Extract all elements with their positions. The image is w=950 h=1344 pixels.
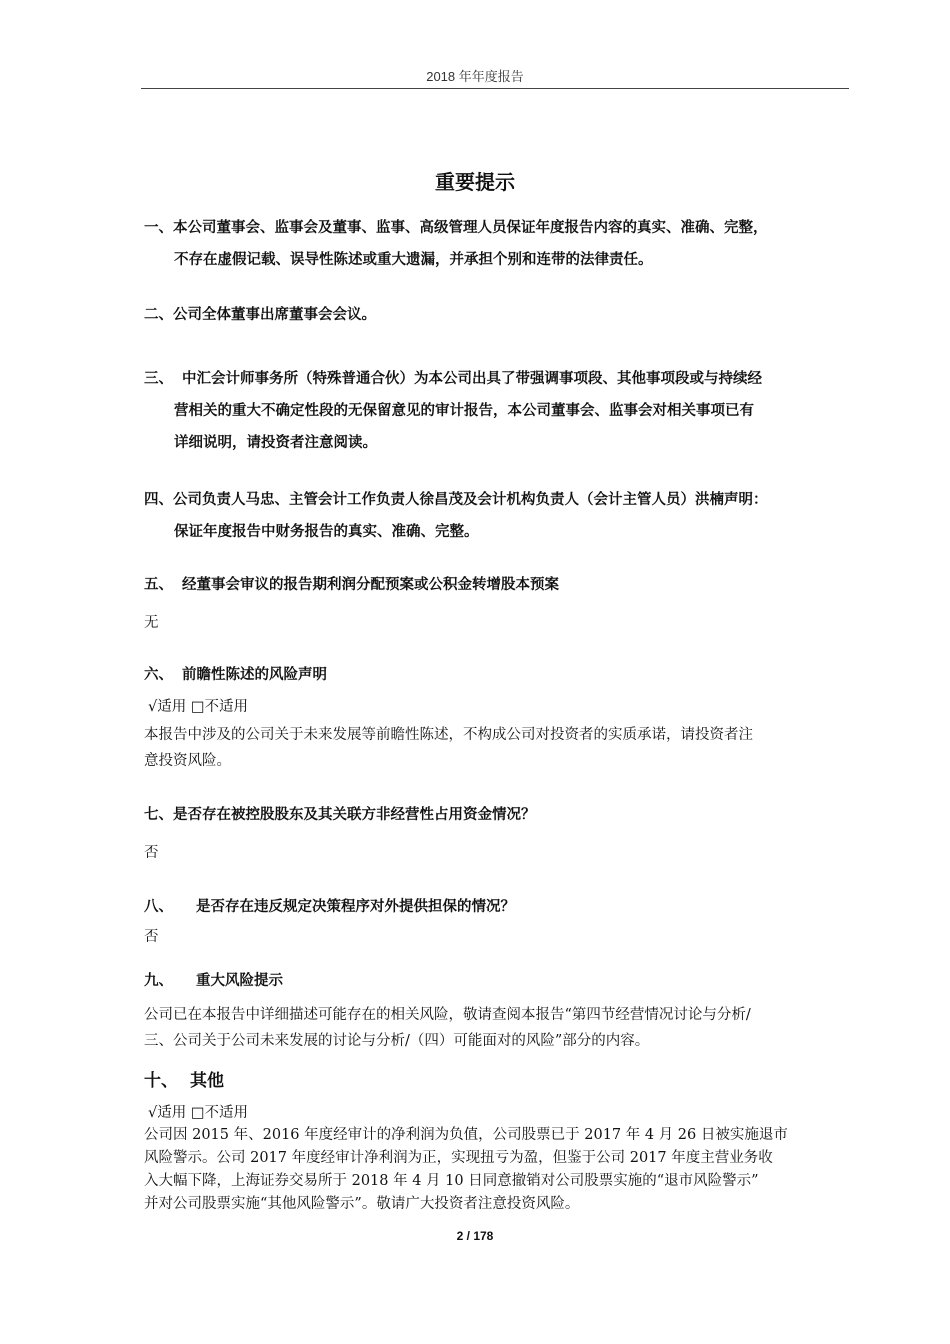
item-eight (144, 894, 854, 950)
item-nine-heading: 九、 重大风险提示 (144, 968, 854, 994)
item-six-number: 六、 (144, 667, 173, 683)
item-five-heading: 五、 经董事会审议的报告期利润分配预案或公积金转增股本预案 (144, 572, 854, 598)
item-eight-heading: 八、 是否存在违反规定决策程序对外提供担保的情况？ (144, 894, 854, 920)
document-title: 重要提示 (435, 170, 515, 194)
item-five-answer: 无 (144, 615, 159, 631)
item-two-number: 二、 (144, 307, 173, 323)
item-two (144, 299, 854, 331)
item-six-applicability-selector: √适用 □不适用 (148, 699, 249, 715)
header-rule (141, 88, 849, 89)
item-three (144, 363, 854, 459)
item-nine-body-line-1: 公司已在本报告中详细描述可能存在的相关风险，敬请查阅本报告“第四节经营情况讨论与分析/ (144, 1007, 751, 1023)
item-four-line-2: 保证年度报告中财务报告的真实、准确、完整。 (174, 524, 479, 540)
item-ten-body-line-3: 入大幅下降，上海证券交易所于 2018 年 4 月 10 日同意撤销对公司股票实施的“退市风险警示” (144, 1173, 759, 1189)
item-ten (144, 1067, 854, 1216)
item-seven-answer: 否 (144, 845, 159, 861)
item-six-body-line-1: 本报告中涉及的公司关于未来发展等前瞻性陈述，不构成公司对投资者的实质承诺，请投资者注 (144, 727, 753, 743)
item-six-body-line-2: 意投资风险。 (144, 753, 231, 769)
item-six-heading: 六、 前瞻性陈述的风险声明 (144, 662, 854, 688)
item-four (144, 484, 854, 548)
item-three-line-3: 详细说明，请投资者注意阅读。 (174, 435, 377, 451)
item-nine (144, 968, 854, 1054)
item-three-number: 三、 (144, 371, 173, 387)
item-six (144, 662, 854, 774)
item-nine-number: 九、 (144, 973, 173, 989)
item-three-line-1: 三、 中汇会计师事务所（特殊普通合伙）为本公司出具了带强调事项段、其他事项段或与持续经 (144, 363, 854, 395)
item-one-line-2: 不存在虚假记载、误导性陈述或重大遗漏，并承担个别和连带的法律责任。 (174, 252, 653, 268)
page-header-title: 2018 年年度报告 (426, 69, 524, 84)
item-ten-body-line-4: 并对公司股票实施“其他风险警示”。敬请广大投资者注意投资风险。 (144, 1196, 580, 1212)
item-one-number: 一、 (144, 220, 173, 236)
item-five (144, 572, 854, 636)
item-five-number: 五、 (144, 577, 173, 593)
item-four-line-1: 四、公司负责人马忠、主管会计工作负责人徐昌茂及会计机构负责人（会计主管人员）洪楠声明： (144, 484, 854, 516)
item-nine-body-line-2: 三、公司关于公司未来发展的讨论与分析/（四）可能面对的风险”部分的内容。 (144, 1033, 650, 1049)
item-eight-answer: 否 (144, 929, 159, 945)
item-seven-heading: 七、是否存在被控股股东及其关联方非经营性占用资金情况？ (144, 802, 854, 828)
item-four-number: 四、 (144, 492, 173, 508)
item-seven (144, 802, 854, 866)
item-one-line-1: 一、本公司董事会、监事会及董事、监事、高级管理人员保证年度报告内容的真实、准确、完整， (144, 212, 854, 244)
item-ten-heading: 十、 其他 (144, 1067, 854, 1095)
item-eight-number: 八、 (144, 899, 173, 915)
item-three-line-2: 营相关的重大不确定性段的无保留意见的审计报告，本公司董事会、监事会对相关事项已有 (174, 403, 754, 419)
page-number: 2 / 178 (456, 1229, 494, 1243)
item-ten-number: 十、 (144, 1071, 178, 1091)
item-ten-body-line-1: 公司因 2015 年、2016 年度经审计的净利润为负值，公司股票已于 2017 年 4 月 26 日被实施退市 (144, 1127, 788, 1143)
item-two-line: 二、公司全体董事出席董事会会议。 (144, 299, 854, 331)
item-one (144, 212, 854, 276)
item-ten-applicability-selector: √适用 □不适用 (148, 1105, 249, 1121)
item-ten-body-line-2: 风险警示。公司 2017 年度经审计净利润为正，实现扭亏为盈，但鉴于公司 2017 年度主营业务收 (144, 1150, 773, 1166)
item-seven-number: 七、 (144, 807, 173, 823)
